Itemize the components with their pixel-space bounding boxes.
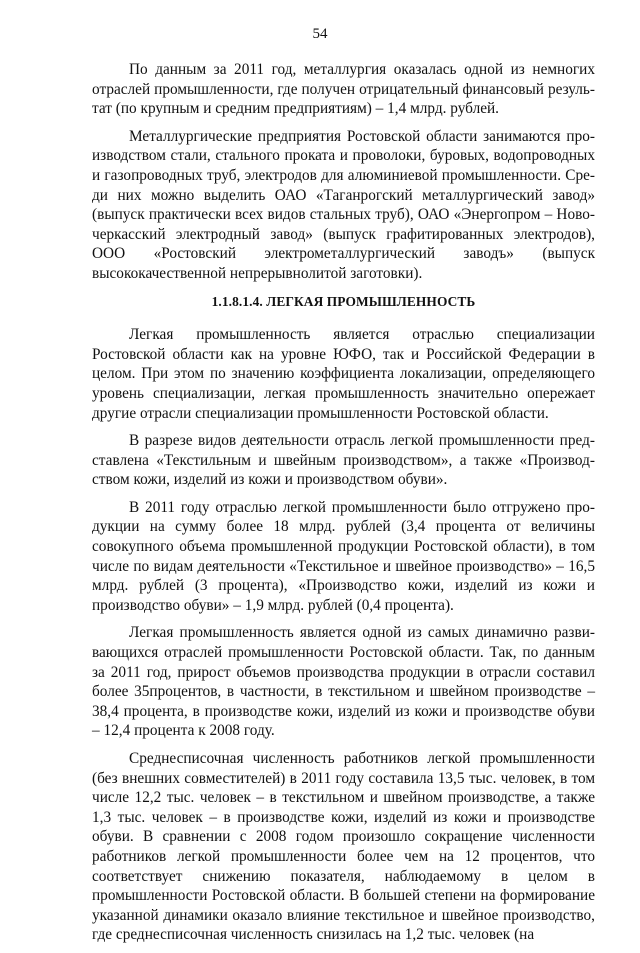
- paragraph-growth-dynamics: Легкая промышленность является одной из самых динамично развивающихся отраслей промышленности Ростовской области. Так, по данным за 2011 год, прирост объемов производства продукции в отрасли составил более 35процентов, в частности, в текстильном и швейном производстве – 38,4 процента, в производстве кожи, изделий из кожи и производстве обуви – 12,4 процента к 2008 году.: [92, 624, 595, 740]
- paragraph-activity-types: В разрезе видов деятельности отрасль легкой промышленности представлена «Текстильным и швейным производством», а также «Производством кожи, изделий из кожи и производством обуви».: [92, 432, 595, 489]
- paragraph-metallurgy-enterprises: Металлургические предприятия Ростовской области занимаются производством стали, стального проката и проволоки, буровых, водопроводных и газопроводных труб, электродов для алюминиевой промышленности. Среди них можно выделить ОАО «Таганрогский металлургический завод» (выпуск практически всех видов стальных труб), ОАО «Энергопром – Новочеркасский электродный завод» (выпуск графитированных электродов), ООО «Ростовский электрометаллургический заводъ» (выпуск высококачественной непрерывнолитой заготовки).: [92, 127, 595, 282]
- paragraph-employment: Среднесписочная численность работников легкой промышленности (без внешних совместителей) в 2011 году составила 13,5 тыс. человек, в том числе 12,2 тыс. человек – в текстильном и швейном производстве, а также 1,3 тыс. человек – в производстве кожи, изделий из кожи и производстве обуви. В сравнении с 2008 годом произошло сокращение численности работников легкой промышленности более чем на 12 процентов, что соответствует снижению показателя, наблюдаемому в целом в промышленности Ростовской области. В большей степени на формирование указанной динамики оказало влияние текстильное и швейное производство, где среднесписочная численность снизилась на 1,2 тыс. человек (на: [92, 750, 595, 944]
- paragraph-metallurgy-result: По данным за 2011 год, металлургия оказалась одной из немногих отраслей промышленности, где получен отрицательный финансовый результат (по крупным и средним предприятиям) – 1,4 млрд. рублей.: [92, 61, 595, 118]
- body-text: [92, 60, 595, 953]
- section-heading: 1.1.8.1.4. ЛЕГКАЯ ПРОМЫШЛЕННОСТЬ: [211, 293, 476, 309]
- paragraph-light-industry-specialization: Легкая промышленность является отраслью специализации Ростовской области как на уровне ЮФО, так и Российской Федерации в целом. При этом по значению коэффициента локализации, определяющего уровень специализации, легкая промышленность значительно опережает другие отрасли специализации промышленности Ростовской области.: [92, 326, 595, 422]
- page-number: 54: [312, 26, 328, 42]
- paragraph-shipped-output: В 2011 году отраслью легкой промышленности было отгружено продукции на сумму более 18 млрд. рублей (3,4 процента от величины совокупного объема промышленной продукции Ростовской области), в том числе по видам деятельности «Текстильное и швейное производство» – 16,5 млрд. рублей (3 процента), «Производство кожи, изделий из кожи и производство обуви» – 1,9 млрд. рублей (0,4 процента).: [92, 498, 595, 614]
